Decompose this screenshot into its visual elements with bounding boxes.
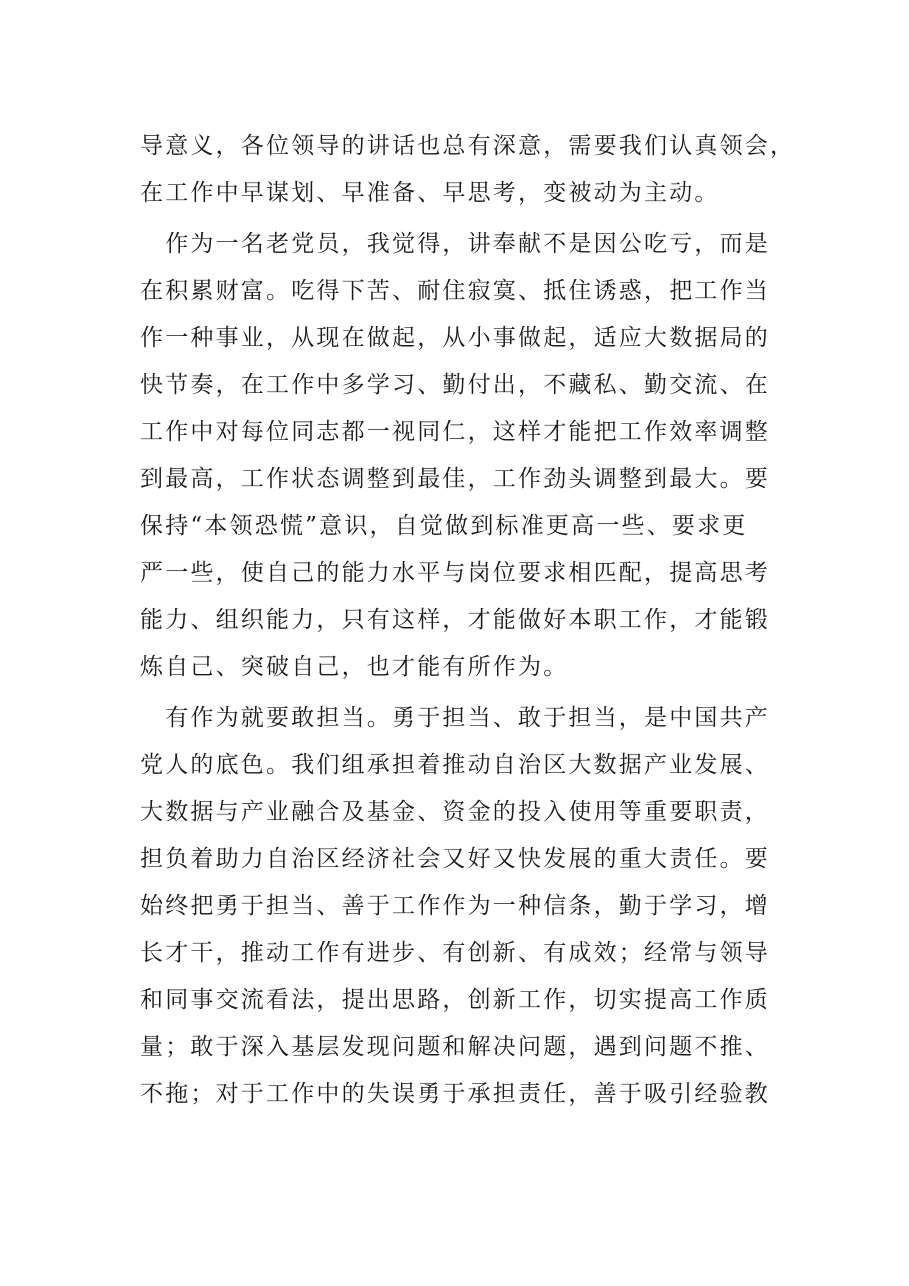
text-line: 能力、组织能力，只有这样，才能做好本职工作，才能锻 bbox=[140, 607, 770, 633]
text-line: 始终把勇于担当、善于工作作为一种信条，勤于学习，增 bbox=[140, 893, 770, 919]
paragraph-1 bbox=[140, 123, 796, 217]
text-line: 不拖；对于工作中的失误勇于承担责任，善于吸引经验教 bbox=[140, 1081, 770, 1107]
paragraph-2 bbox=[140, 221, 770, 691]
text-line: 严一些，使自己的能力水平与岗位要求相匹配，提高思考 bbox=[140, 560, 770, 586]
text-line: 保持“本领恐慌”意识，自觉做到标准更高一些、要求更 bbox=[140, 513, 748, 539]
text-line: 作一种事业，从现在做起，从小事做起，适应大数据局的 bbox=[140, 325, 770, 351]
paragraph-3 bbox=[140, 695, 770, 1118]
text-line: 在工作中早谋划、早准备、早思考，变被动为主动。 bbox=[140, 180, 720, 206]
text-line: 在积累财富。吃得下苦、耐住寂寞、抵住诱惑，把工作当 bbox=[140, 278, 770, 304]
text-line: 作为一名老党员，我觉得，讲奉献不是因公吃亏，而是 bbox=[140, 231, 770, 257]
document-body bbox=[140, 123, 796, 1118]
text-line: 和同事交流看法，提出思路，创新工作，切实提高工作质 bbox=[140, 987, 770, 1013]
text-line: 量；敢于深入基层发现问题和解决问题，遇到问题不推、 bbox=[140, 1034, 770, 1060]
text-line: 到最高，工作状态调整到最佳，工作劲头调整到最大。要 bbox=[140, 466, 770, 492]
text-line: 导意义，各位领导的讲话也总有深意，需要我们认真领会， bbox=[140, 133, 796, 159]
text-line: 长才干，推动工作有进步、有创新、有成效；经常与领导 bbox=[140, 940, 770, 966]
text-line: 快节奏，在工作中多学习、勤付出，不藏私、勤交流、在 bbox=[140, 372, 770, 398]
text-line: 担负着助力自治区经济社会又好又快发展的重大责任。要 bbox=[140, 846, 770, 872]
text-line: 炼自己、突破自己，也才能有所作为。 bbox=[140, 654, 569, 680]
text-line: 大数据与产业融合及基金、资金的投入使用等重要职责， bbox=[140, 799, 770, 825]
text-line: 有作为就要敢担当。勇于担当、敢于担当，是中国共产 bbox=[140, 705, 770, 731]
text-line: 工作中对每位同志都一视同仁，这样才能把工作效率调整 bbox=[140, 419, 770, 445]
text-line: 党人的底色。我们组承担着推动自治区大数据产业发展、 bbox=[140, 752, 770, 778]
